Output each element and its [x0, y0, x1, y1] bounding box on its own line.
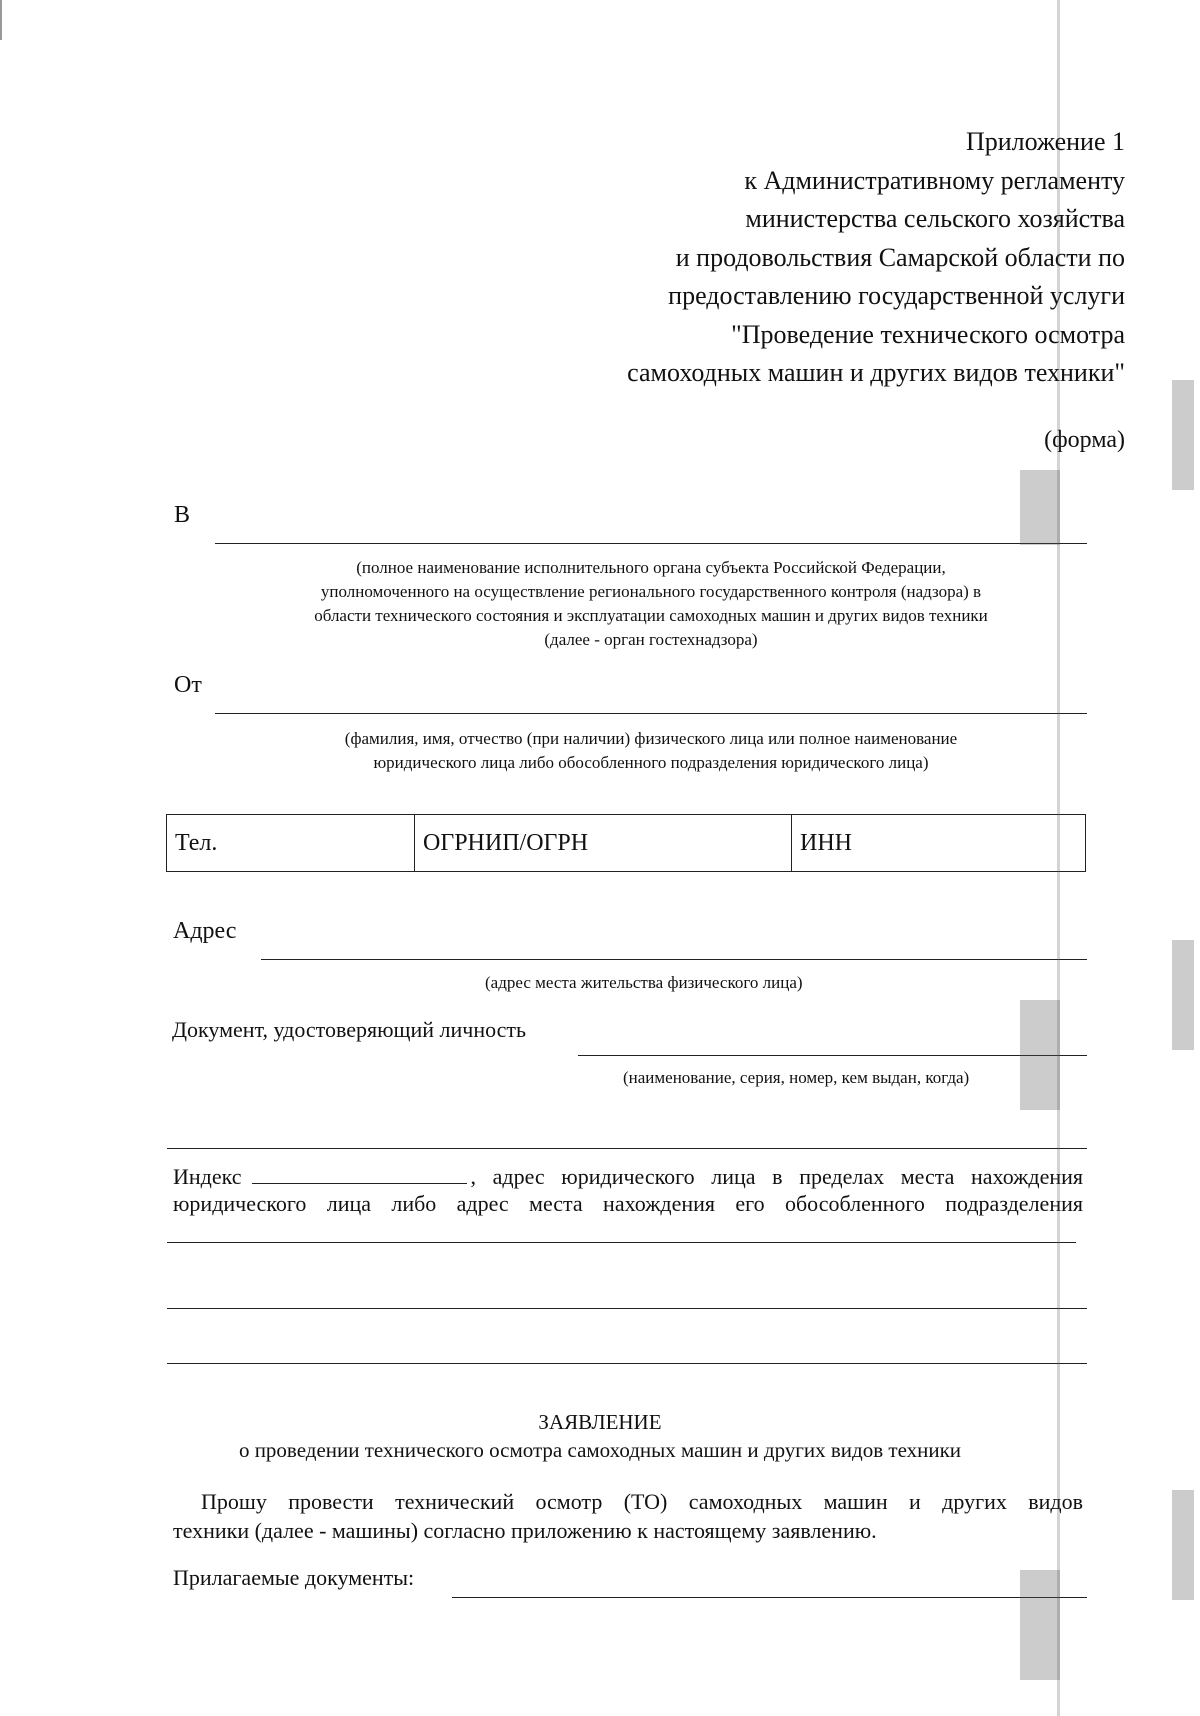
phone-label: Тел.: [175, 829, 218, 856]
contacts-table: [166, 814, 1086, 872]
id-document-note: (наименование, серия, номер, кем выдан, когда): [623, 1068, 970, 1087]
legal-address-line-3[interactable]: [167, 1363, 1087, 1364]
statement-body-line-1: Прошу провести технический осмотр (ТО) самоходных машин и других видов: [201, 1489, 1083, 1514]
from-field-line[interactable]: [215, 713, 1087, 714]
index-field[interactable]: [252, 1163, 467, 1184]
inn-cell[interactable]: [792, 815, 1086, 872]
to-label: В: [174, 502, 191, 528]
scan-artifact: [1057, 0, 1060, 1716]
appendix-header: [627, 123, 1125, 393]
form-mark: (форма): [1044, 427, 1125, 453]
note-line: (фамилия, имя, отчество (при наличии) физического лица или полное наименование: [344, 729, 958, 748]
statement-title: ЗАЯВЛЕНИЕ: [538, 1410, 662, 1434]
header-line: предоставлению государственной услуги: [668, 281, 1125, 310]
to-field-line[interactable]: [215, 543, 1087, 544]
header-line: к Административному регламенту: [744, 165, 1125, 195]
id-document-label: Документ, удостоверяющий личность: [172, 1017, 527, 1042]
scan-artifact: [1172, 380, 1194, 490]
legal-address-line-2[interactable]: [167, 1308, 1087, 1309]
attachments-label: Прилагаемые документы:: [173, 1565, 415, 1590]
index-line-1: [173, 1163, 1083, 1190]
statement-body-line-2: техники (далее - машины) согласно приложению к настоящему заявлению.: [173, 1518, 877, 1543]
legal-address-line-1[interactable]: [167, 1242, 1076, 1243]
ogrn-cell[interactable]: [415, 815, 792, 872]
scan-artifact: [1172, 1490, 1194, 1600]
id-document-field-line[interactable]: [578, 1055, 1087, 1056]
attachments-field-line[interactable]: [452, 1597, 1087, 1598]
ogrn-label: ОГРНИП/ОГРН: [423, 829, 589, 856]
scan-artifact: [1020, 1570, 1060, 1680]
statement-subtitle: о проведении технического осмотра самоходных машин и других видов техники: [238, 1438, 962, 1462]
from-field-note: [215, 727, 1087, 775]
scan-artifact: [1172, 940, 1194, 1050]
index-label: Индекс: [173, 1164, 242, 1189]
index-line-2: юридического лица либо адрес места нахождения его обособленного подразделения: [173, 1191, 1083, 1216]
header-line: Приложение 1: [965, 127, 1125, 156]
inn-label: ИНН: [800, 829, 852, 856]
header-line: и продовольствия Самарской области по: [675, 242, 1125, 272]
address-note: (адрес места жительства физического лица): [485, 973, 803, 992]
header-line: "Проведение технического осмотра: [731, 319, 1125, 349]
phone-cell[interactable]: [167, 815, 415, 872]
from-label: От: [174, 672, 202, 698]
note-line: области технического состояния и эксплуатации самоходных машин и других видов техники: [314, 606, 988, 625]
note-line: (далее - орган гостехнадзора): [544, 630, 758, 649]
header-line: самоходных машин и других видов техники": [627, 358, 1125, 387]
id-document-field-line-2[interactable]: [167, 1148, 1087, 1149]
header-line: министерства сельского хозяйства: [745, 204, 1125, 233]
scan-artifact: [1020, 1000, 1060, 1110]
address-field-line[interactable]: [261, 959, 1087, 960]
address-label: Адрес: [173, 918, 237, 944]
index-suffix-text: , адрес юридического лица в пределах места нахождения: [470, 1164, 1083, 1189]
note-line: (полное наименование исполнительного органа субъекта Российской Федерации,: [356, 558, 946, 577]
to-field-note: [215, 556, 1087, 652]
scan-artifact: [1020, 470, 1060, 545]
note-line: юридического лица либо обособленного подразделения юридического лица): [373, 753, 929, 772]
note-line: уполномоченного на осуществление регионального государственного контроля (надзора) в: [320, 582, 982, 601]
scan-artifact: [0, 0, 2, 40]
